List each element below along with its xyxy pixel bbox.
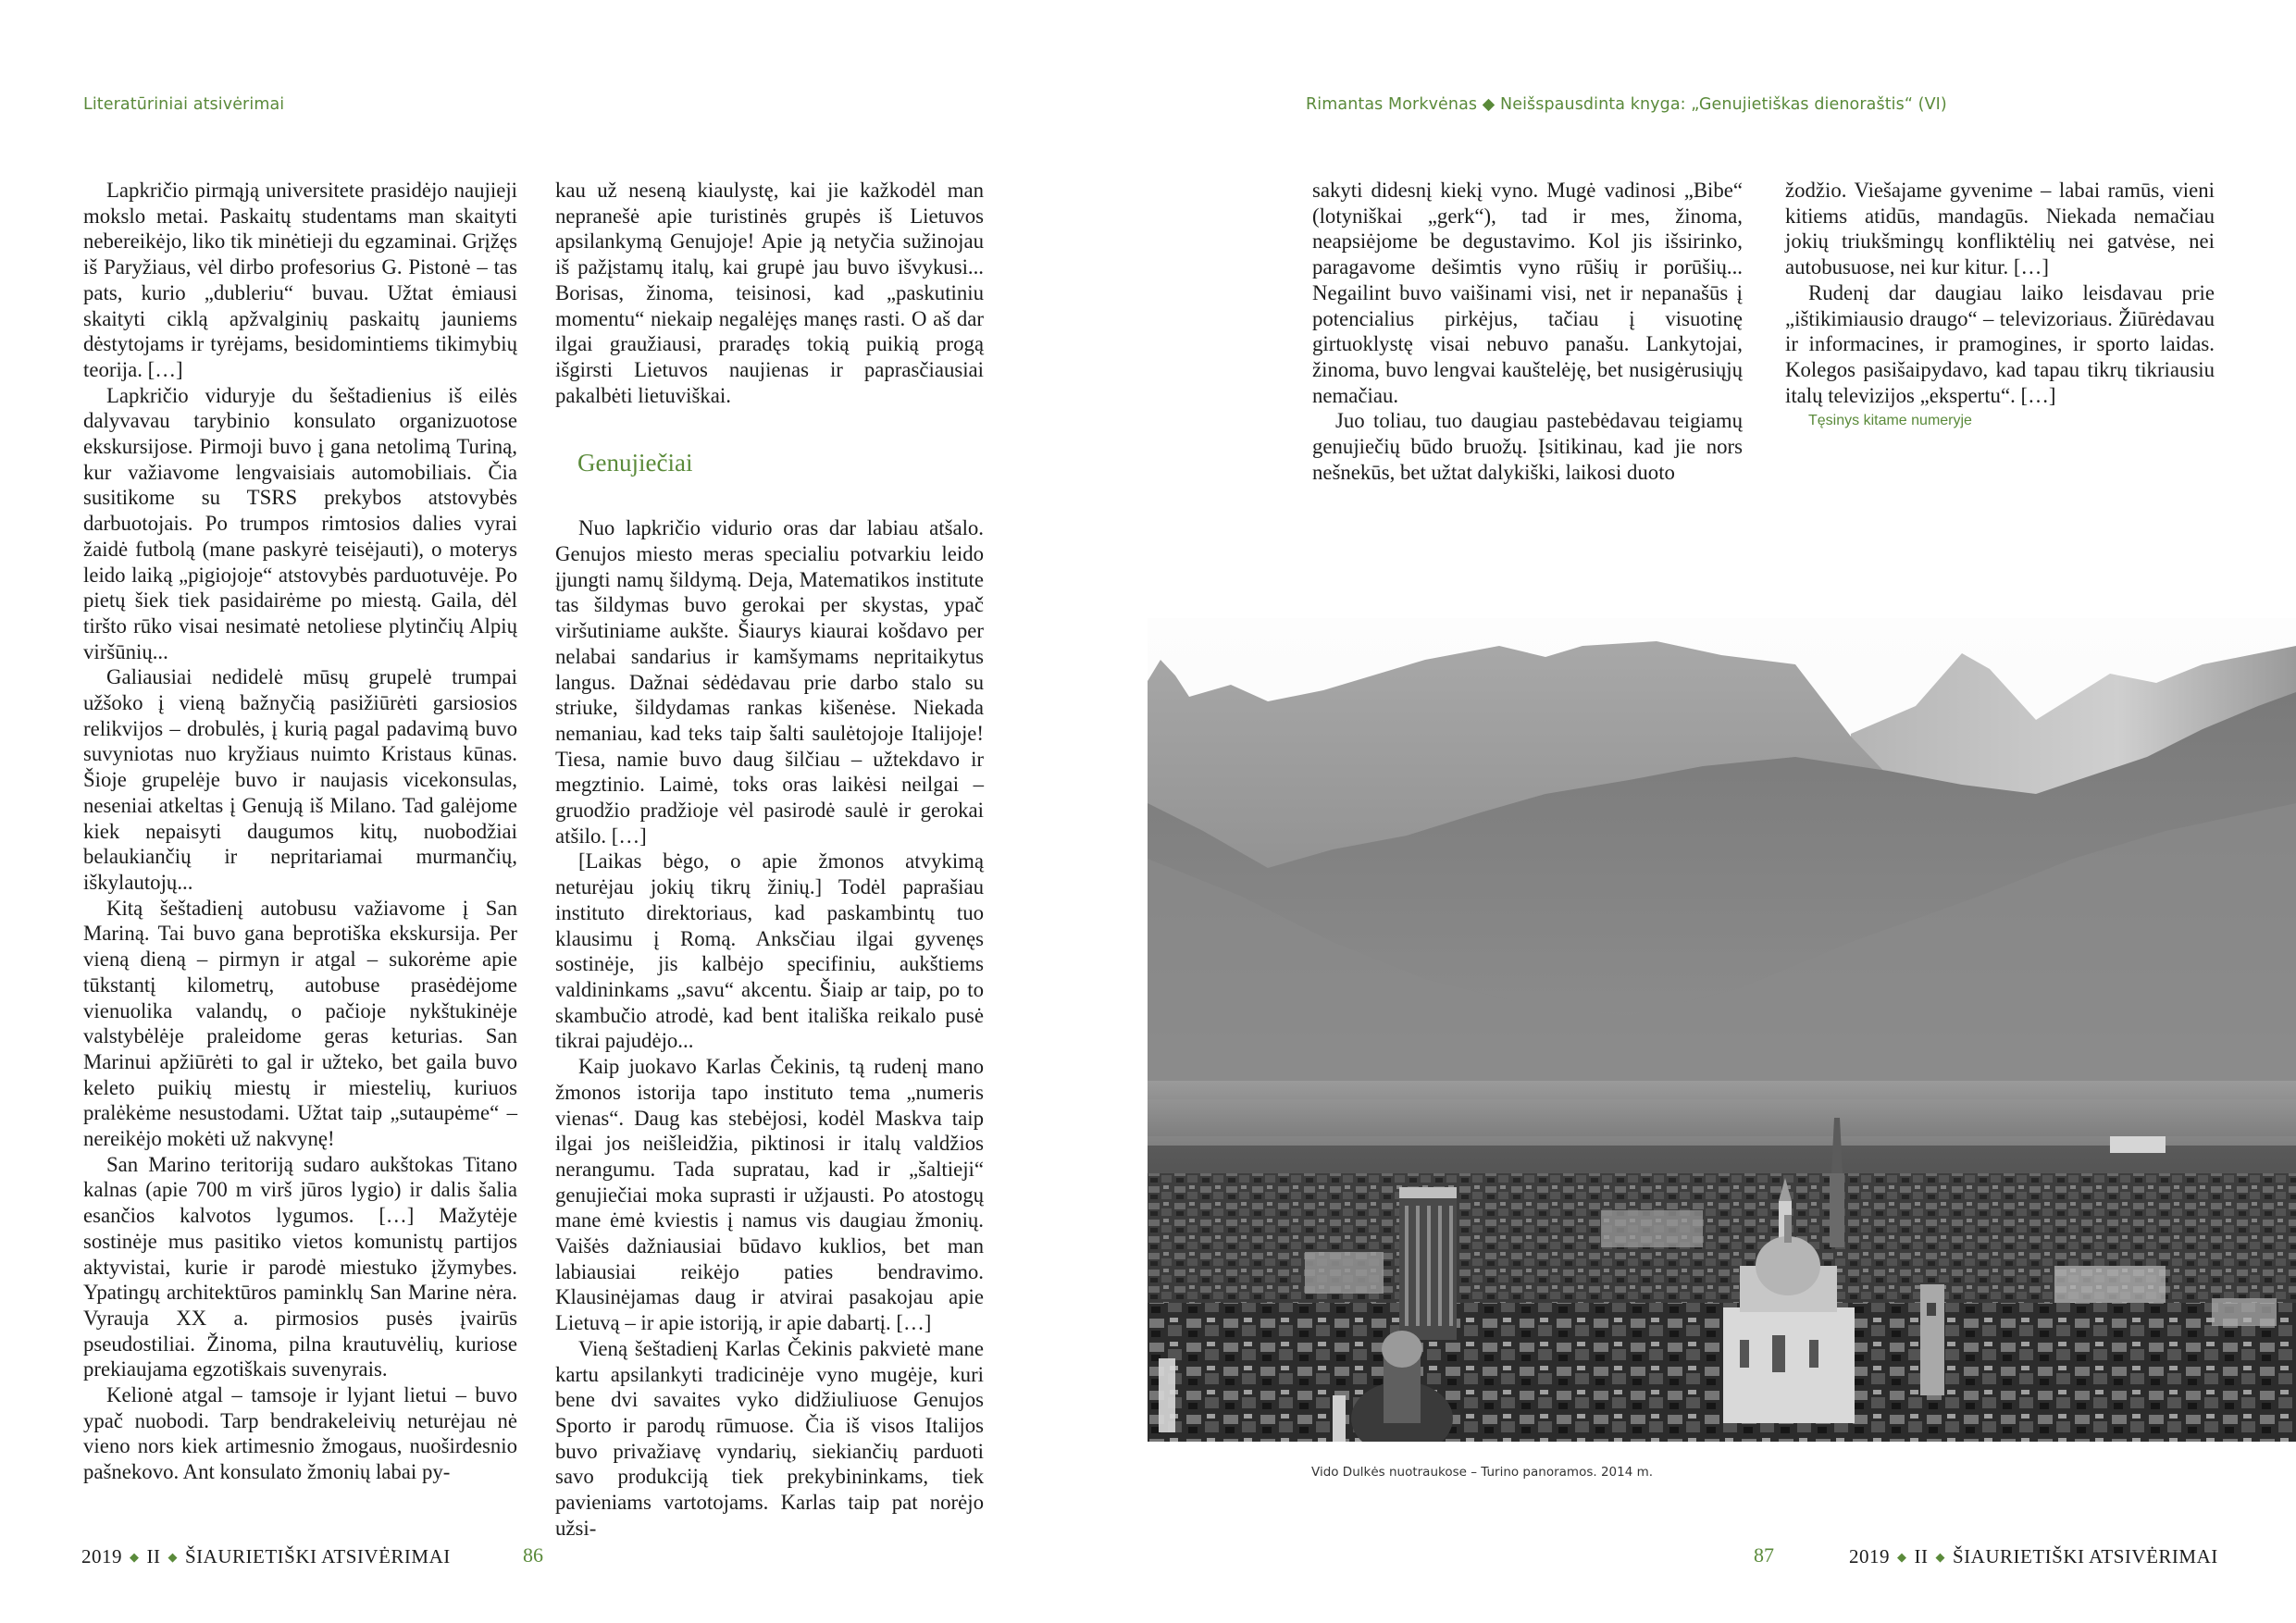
diamond-icon: ◆ <box>168 1550 178 1564</box>
footer-issue: II <box>1914 1545 1929 1567</box>
right-column-1 <box>1312 178 1743 485</box>
page-number-left: 86 <box>523 1543 543 1567</box>
footer-year: 2019 <box>81 1545 122 1567</box>
footer-year: 2019 <box>1849 1545 1890 1567</box>
paragraph: Kaip juokavo Karlas Čekinis, tą rudenį mano žmonos istorija tapo instituto tema „numeris vienas“. Daug kas stebėjosi, kodėl Maskva taip ilgai jos neišleidžia, piktinosi ir italų valdžios nerangumu. Tada supratau, kad ir „šaltieji“ genujiečiai moka suprasti ir užjausti. Po atostogų mane ėmė kviestis į namus vis daugiau žmonių. Vaišės dažniausiai būdavo kuklios, bet man labiausiai reikėjo paties bendravimo. Klausinėjamas daug ir atvirai pasakojau apie Lietuvą – ir apie istoriją, ir apie dabartį. […] <box>555 1055 984 1335</box>
paragraph: Galiausiai nedidelė mūsų grupelė trumpai užšoko į vieną bažnyčią pasižiūrėti garsiosios relikvijos – drobulės, į kurią pagal padavimą buvo suvyniotas nuo kryžiaus nuimto Kristaus kūnas. Šioje grupelėje buvo ir naujasis vicekonsulas, neseniai atkeltas į Genują iš Milano. Tad galėjome kiek nepaisyti daugumos kitų, nuobodžiai belaukiančių ir nepritariamai murmančių, iškylautojų... <box>83 665 517 894</box>
paragraph-continuation: sakyti didesnį kiekį vyno. Mugė vadinosi „Bibe“ (lotyniškai „gerk“), tad ir mes, žinoma, neapsiėjome be degustavimo. Kol jis išsirinko, paragavome dešimtis vyno rūšių ir porūšių... Negailint buvo vaišinami visi, net ir nepanašūs į potencialius pirkėjus, tačiau į visuotinę girtuoklystę visai nebuvo panašu. Lankytojai, žinoma, buvo lengvai kauštelėję, bet nusigėrusiųjų nemačiau. <box>1312 179 1743 407</box>
left-column-2 <box>555 178 984 1541</box>
photo-illustration <box>1148 618 2296 1442</box>
paragraph-continuation: žodžio. Viešajame gyvenime – labai ramūs, vieni kitiems atidūs, mandagūs. Niekada nemačiau jokių triukšmingų konfliktėlių nei gatvėse, nei autobusuose, nei kur kitur. […] <box>1785 179 2215 279</box>
footer-journal: ŠIAURIETIŠKI ATSIVĖRIMAI <box>185 1545 451 1567</box>
running-head-left: Literatūriniai atsivėrimai <box>83 95 285 114</box>
paragraph-continuation: kau už neseną kiaulystę, kai jie kažkodėl man nepranešė apie turistinės grupės iš Lietuvos apsilankymą Genujoje! Apie ją netyčia sužinojau iš pažįstamų italų, kai grupė jau buvo išvykusi... Borisas, žinoma, teisinosi, kad „paskutiniu momentu“ niekaip negalėjęs manęs rasti. O aš dar ilgai graužiausi, praradęs tokią puikią progą išgirsti Lietuvos naujienas ir paprasčiausiai pakalbėti lietuviškai. <box>555 179 984 407</box>
paragraph: Lapkričio viduryje du šeštadienius iš eilės dalyvavau tarybinio konsulato organizuotose ekskursijose. Pirmoji buvo į gana netolimą Turiną, kur važiavome lengvaisiais automobiliais. Čia susitikome su TSRS prekybos atstovybės darbuotojais. Po trumpos rimtosios dalies vyrai žaidė futbolą (mane paskyrė teisėjauti), o moterys leido laiką „pigiojoje“ atstovybės parduotuvėje. Po pietų šiek tiek pasidairėme po miestą. Gaila, dėl tiršto rūko visai nesimatė netoliese plytinčių Alpių viršūnių... <box>83 383 517 663</box>
turin-panorama-photo <box>1148 618 2296 1442</box>
photo-caption: Vido Dulkės nuotraukose – Turino panoramos. 2014 m. <box>1311 1465 1654 1480</box>
right-column-2 <box>1785 178 2215 434</box>
paragraph: Rudenį dar daugiau laiko leisdavau prie „ištikimiausio draugo“ – televizoriaus. Žiūrėdavau ir informacines, ir pramogines, ir sporto laidas. Kolegos pasišaipydavo, kad tapau tikrų tikriausiu italų televizijos „ekspertu“. […] <box>1785 280 2215 407</box>
paragraph: Juo toliau, tuo daugiau pastebėdavau teigiamų genujiečių būdo bruožų. Įsitikinau, kad jie nors nešnekūs, bet užtat dalykiški, laikosi duoto <box>1312 409 1743 484</box>
footer-journal: ŠIAURIETIŠKI ATSIVĖRIMAI <box>1953 1545 2218 1567</box>
diamond-icon: ◆ <box>1935 1550 1945 1564</box>
page-number-right: 87 <box>1754 1543 1774 1567</box>
diamond-icon: ◆ <box>1897 1550 1907 1564</box>
section-heading: Genujiečiai <box>577 449 693 477</box>
paragraph: Kelionė atgal – tamsoje ir lyjant lietui – buvo ypač nuobodi. Tarp bendrakeleivių neturėjau nė vieno nors kiek artimesnio žmogaus, nuoširdesnio pašnekovo. Ant konsulato žmonių labai py- <box>83 1383 517 1484</box>
paragraph: Kitą šeštadienį autobusu važiavome į San Mariną. Tai buvo gana beprotiška ekskursija. Per vieną dieną – pirmyn ir atgal – sukorėme apie tūkstantį kilometrų, autobuse prasėdėjome vienuolika valandų, o pačioje nykštukinėje valstybėlėje praleidome geras keturias. San Marinui apžiūrėti to gal ir užteko, bet gaila buvo keleto puikių miestų ir miestelių, kuriuos pralėkėme nesustodami. Užtat taip „sutaupėme“ – nereikėjo mokėti už nakvynę! <box>83 896 517 1151</box>
continued-note: Tęsinys kitame numeryje <box>1808 413 1972 429</box>
paragraph: San Marino teritoriją sudaro aukštokas Titano kalnas (apie 700 m virš jūros lygio) ir dalis šalia esančios kalvotos lygumos. […] Mažytėje sostinėje mus pasitiko vietos komunistų partijos aktyvistai, kurie ir parodė miestuko įžymybes. Ypatingų architektūros paminklų San Marine nėra. Vyrauja XX a. pirmosios pusės įvairūs pseudostiliai. Žinoma, pilna krautuvėlių, kuriose prekiaujama egzotiškais suvenyrais. <box>83 1152 517 1381</box>
diamond-icon: ◆ <box>130 1550 140 1564</box>
paragraph: Nuo lapkričio vidurio oras dar labiau atšalo. Genujos miesto meras specialiu potvarkiu leido įjungti namų šildymą. Deja, Matematikos institute tas šildymas buvo gerokai per skystas, ypač viršutiniame aukšte. Šiaurys kiaurai košdavo per nelabai sandarius ir kamšymams nepritaikytus langus. Dažnai sėdėdavau prie darbo stalo su striuke, šildydamas rankas kišenėse. Niekada nemaniau, kad teks taip šalti saulėtojoje Italijoje! Tiesa, namie buvo daug šilčiau – užtekdavo ir megztinio. Laimė, toks oras laikėsi neilgai – gruodžio pradžioje vėl pasirodė saulė ir gerokai atšilo. […] <box>555 516 984 848</box>
footer-left <box>81 1545 451 1568</box>
paragraph: Vieną šeštadienį Karlas Čekinis pakvietė mane kartu apsilankyti tradicinėje vyno mugėje, kuri bene dvi savaites vyko didžiuliuose Genujos Sporto ir parodų rūmuose. Čia iš visos Italijos buvo privažiavę vyndarių, siekiančių parduoti savo produkciją tiek prekybininkams, tiek pavieniams vartotojams. Karlas taip pat norėjo užsi- <box>555 1336 984 1540</box>
paragraph: Lapkričio pirmąją universitete prasidėjo naujieji mokslo metai. Paskaitų studentams man skaityti nebereikėjo, liko tik minėtieji du egzaminai. Grįžęs iš Paryžiaus, vėl dirbo profesorius G. Pistonė – tas pats, kurio „dubleriu“ buvau. Užtat ėmiausi skaityti ciklą apžvalginių paskaitų jauniems dėstytojams ir tyrėjams, besidomintiems tikimybių teorija. […] <box>83 179 517 381</box>
footer-issue: II <box>146 1545 161 1567</box>
left-column-1 <box>83 178 517 1485</box>
running-head-right: Rimantas Morkvėnas ◆ Neišspausdinta knyga: „Genujietiškas dienoraštis“ (VI) <box>1306 95 1947 114</box>
footer-right <box>1849 1545 2218 1568</box>
paragraph: [Laikas bėgo, o apie žmonos atvykimą neturėjau jokių tikrų žinių.] Todėl paprašiau instituto direktoriaus, kad paskambintų tuo klausimu į Romą. Anksčiau ilgai gyvenęs sostinėje, jis kalbėjo specifiniu, aukštiems valdininkams „savu“ akcentu. Šiaip ar taip, po to skambučio atrodė, kad bent itališka reikalo pusė tikrai pajudėjo... <box>555 849 984 1053</box>
